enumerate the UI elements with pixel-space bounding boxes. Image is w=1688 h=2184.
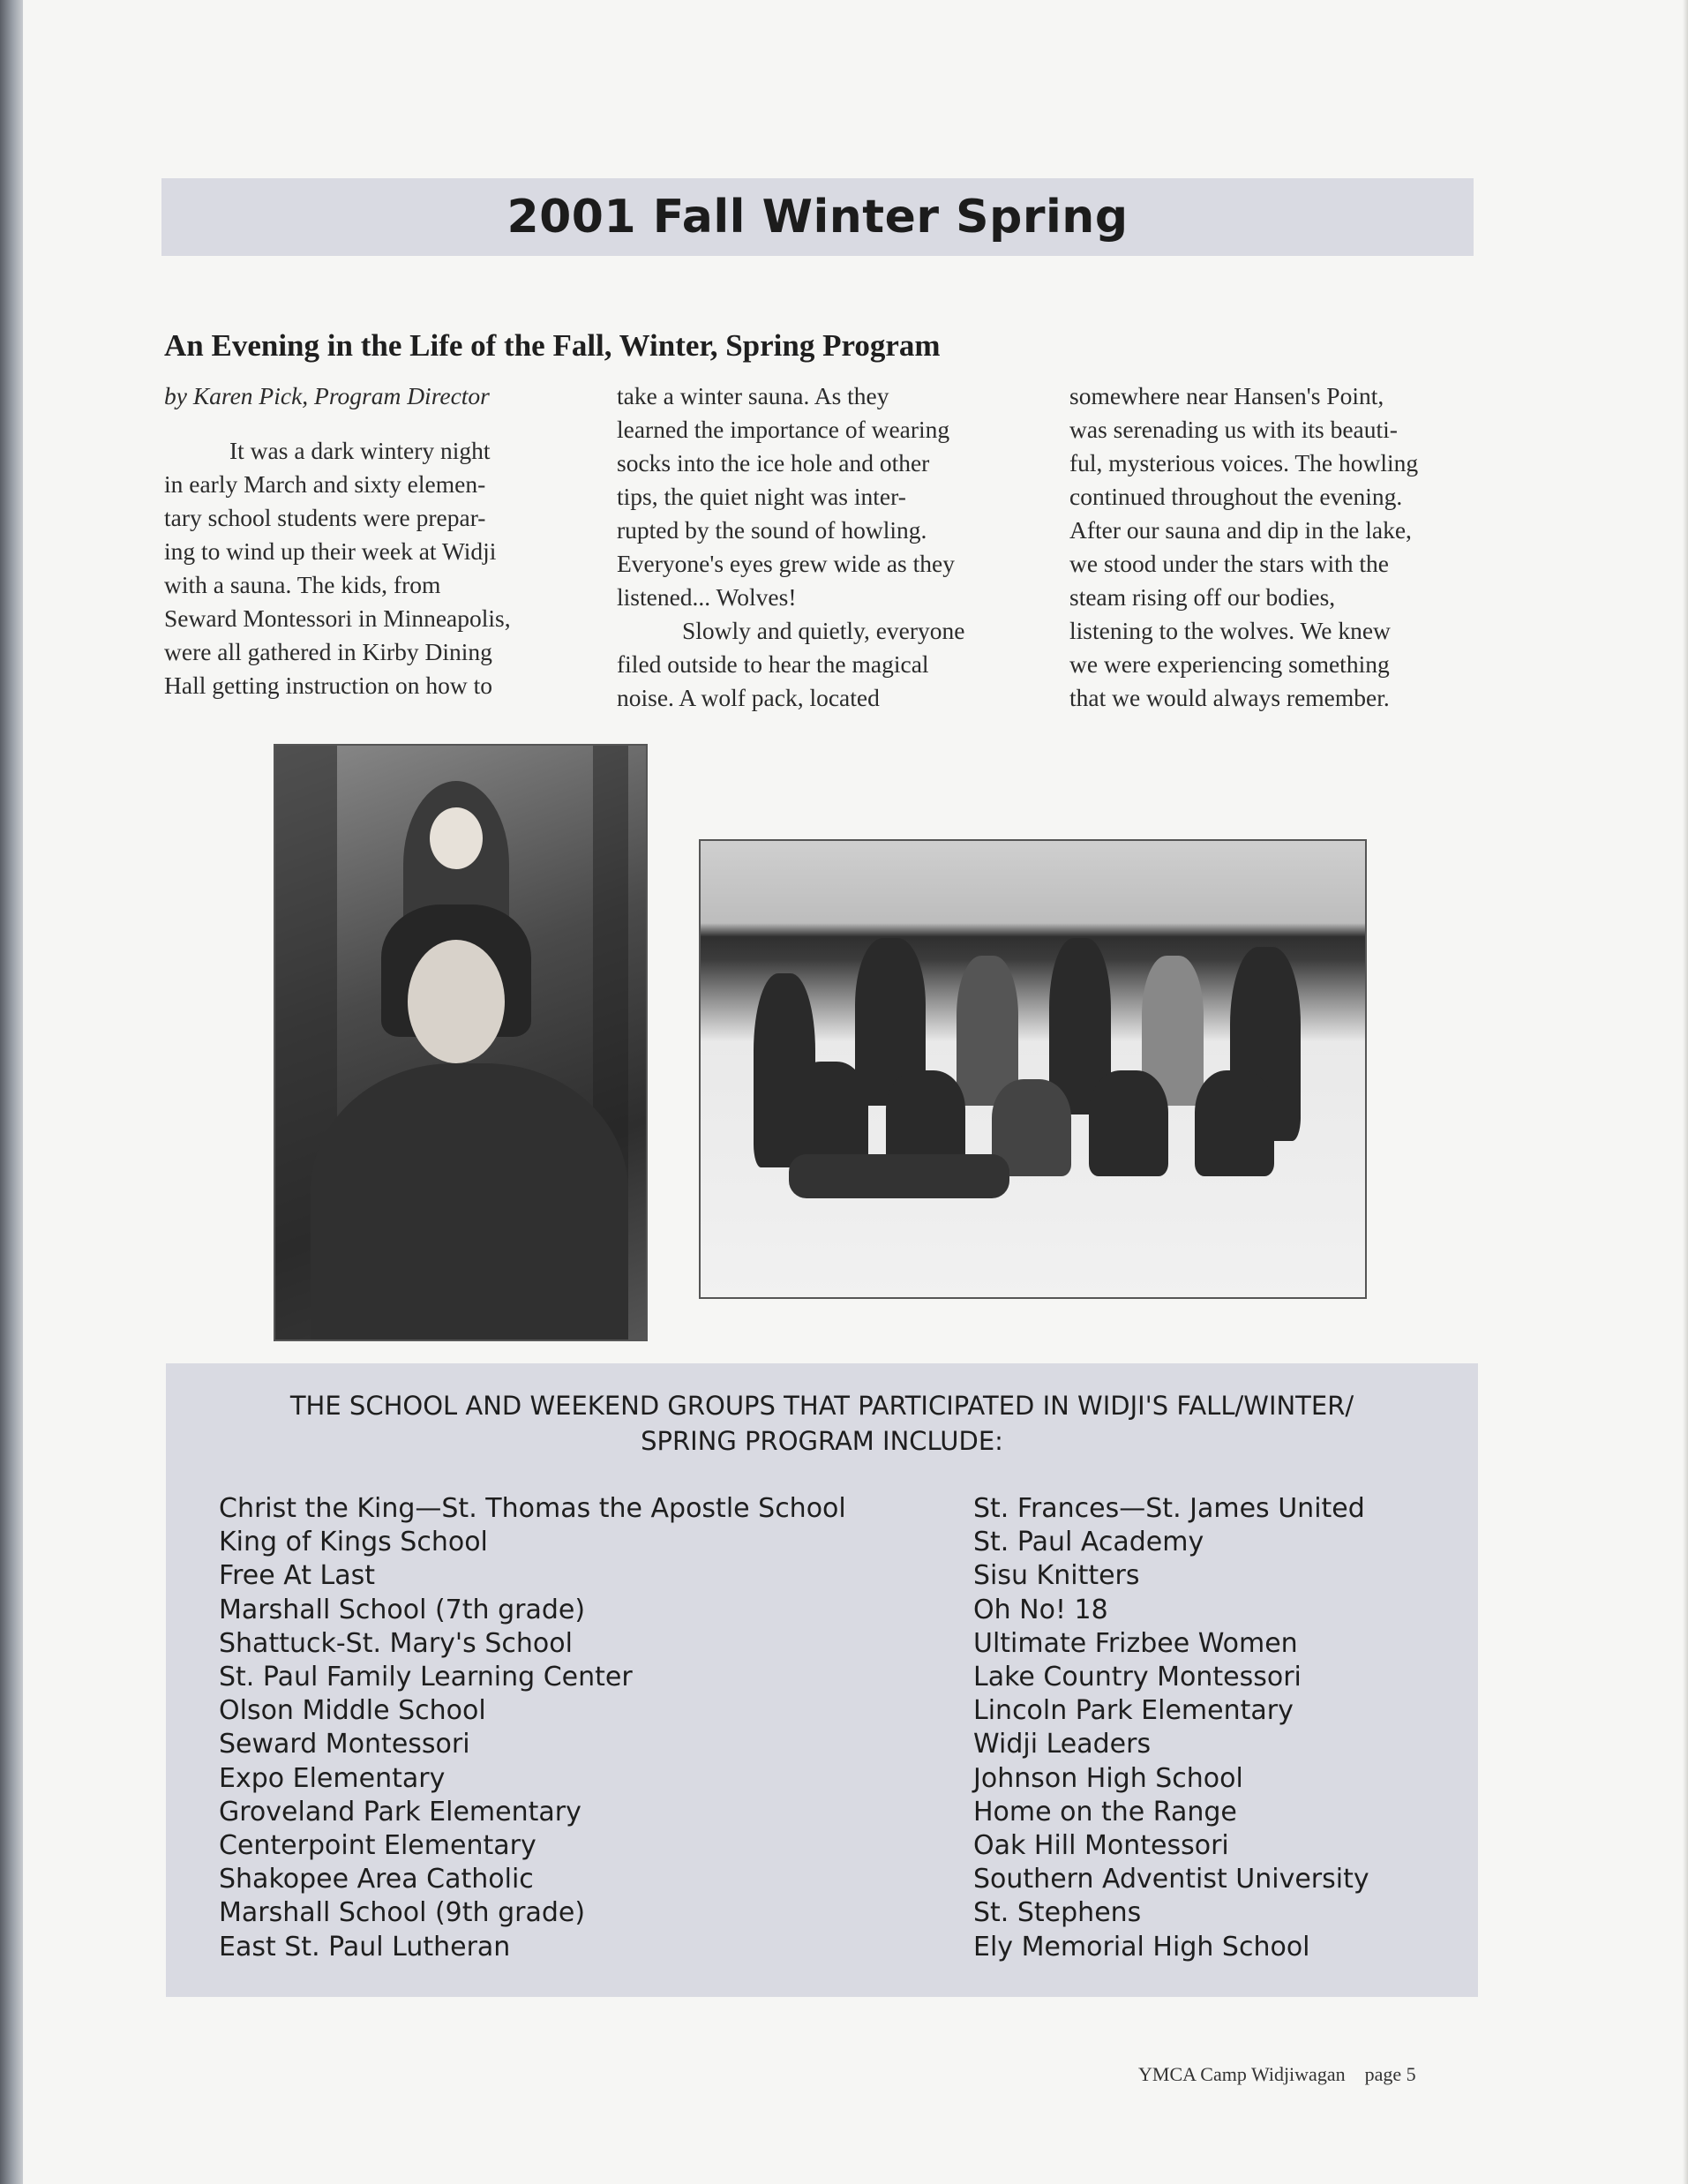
list-item: Widji Leaders [973,1729,1152,1760]
article-line: listening to the wolves. We knew [1069,617,1391,644]
list-item: St. Stephens [973,1897,1142,1929]
article-column-1 [164,379,579,702]
list-item: Oak Hill Montessori [973,1830,1229,1862]
list-item: Lake Country Montessori [973,1662,1302,1693]
list-item: St. Frances—St. James United [973,1493,1365,1524]
section-banner [161,178,1474,256]
list-item: Groveland Park Elementary [219,1796,581,1828]
section-title: 2001 Fall Winter Spring [506,191,1129,244]
article-line: were all gathered in Kirby Dining [164,638,492,665]
list-item: Ultimate Frizbee Women [973,1627,1298,1659]
article-line: was serenading us with its beauti- [1069,416,1398,443]
article-line: noise. A wolf pack, located [617,684,880,711]
article-line: rupted by the sound of howling. [617,516,927,544]
participating-groups-box [166,1363,1478,1997]
article-line: tips, the quiet night was inter- [617,483,906,510]
article-line: After our sauna and dip in the lake, [1069,516,1412,544]
page-footer [1138,2063,1416,2086]
list-item: Oh No! 18 [973,1594,1108,1625]
list-item: Sisu Knitters [973,1560,1140,1592]
article-line: we stood under the stars with the [1069,550,1390,577]
photo-woman-with-child-on-shoulders [274,744,648,1341]
list-item: Centerpoint Elementary [219,1830,536,1862]
list-item: Free At Last [219,1560,375,1592]
article-title: An Evening in the Life of the Fall, Winter, Spring Program [164,328,941,363]
article-line: Slowly and quietly, everyone [682,617,965,644]
article-line: filed outside to hear the magical [617,650,929,678]
list-item: Expo Elementary [219,1762,446,1794]
article-line: Hall getting instruction on how to [164,672,492,699]
book-binding [0,0,23,2184]
groups-list-right [973,1492,1369,1964]
list-item: Johnson High School [973,1762,1243,1794]
page-number: page 5 [1364,2063,1416,2085]
article-line: somewhere near Hansen's Point, [1069,382,1384,409]
article-line: in early March and sixty elemen- [164,470,486,498]
article-line: ful, mysterious voices. The howling [1069,449,1419,477]
article-line: with a sauna. The kids, from [164,571,441,598]
groups-heading: THE SCHOOL AND WEEKEND GROUPS THAT PARTICIPATED IN WIDJI'S FALL/WINTER/ SPRING PROGRAM INCLUDE: [289,1391,1354,1456]
article-line: that we would always remember. [1069,684,1390,711]
article-line: steam rising off our bodies, [1069,583,1336,611]
list-item: Lincoln Park Elementary [973,1695,1294,1727]
list-item: Marshall School (7th grade) [219,1594,586,1625]
list-item: Marshall School (9th grade) [219,1897,586,1929]
article-line: socks into the ice hole and other [617,449,930,477]
article-line: listened... Wolves! [617,583,797,611]
list-item: Olson Middle School [219,1695,486,1727]
list-item: East St. Paul Lutheran [219,1931,511,1963]
article-line: learned the importance of wearing [617,416,950,443]
photo-winter-group-on-ice [699,839,1367,1299]
list-item: Shakopee Area Catholic [219,1864,534,1895]
footer-publication: YMCA Camp Widjiwagan [1138,2063,1346,2085]
article-line: take a winter sauna. As they [617,382,889,409]
article-column-3 [1069,379,1484,715]
article-line: Everyone's eyes grew wide as they [617,550,955,577]
list-item: King of Kings School [219,1527,488,1558]
article-line: Seward Montessori in Minneapolis, [164,604,511,632]
list-item: Seward Montessori [219,1729,470,1760]
article-line: tary school students were prepar- [164,504,486,531]
list-item: Shattuck-St. Mary's School [219,1627,573,1659]
article-byline: by Karen Pick, Program Director [164,382,490,409]
list-item: St. Paul Academy [973,1527,1204,1558]
article-column-2 [617,379,1032,715]
list-item: Southern Adventist University [973,1864,1369,1895]
groups-list-left [219,1492,846,1964]
page-edge [1683,0,1688,2184]
list-item: Christ the King—St. Thomas the Apostle School [219,1493,846,1524]
article-line: ing to wind up their week at Widji [164,537,497,565]
list-item: St. Paul Family Learning Center [219,1662,633,1693]
article-line: continued throughout the evening. [1069,483,1403,510]
article-line: we were experiencing something [1069,650,1390,678]
list-item: Ely Memorial High School [973,1931,1310,1963]
list-item: Home on the Range [973,1796,1237,1828]
article-line: It was a dark wintery night [229,437,491,464]
